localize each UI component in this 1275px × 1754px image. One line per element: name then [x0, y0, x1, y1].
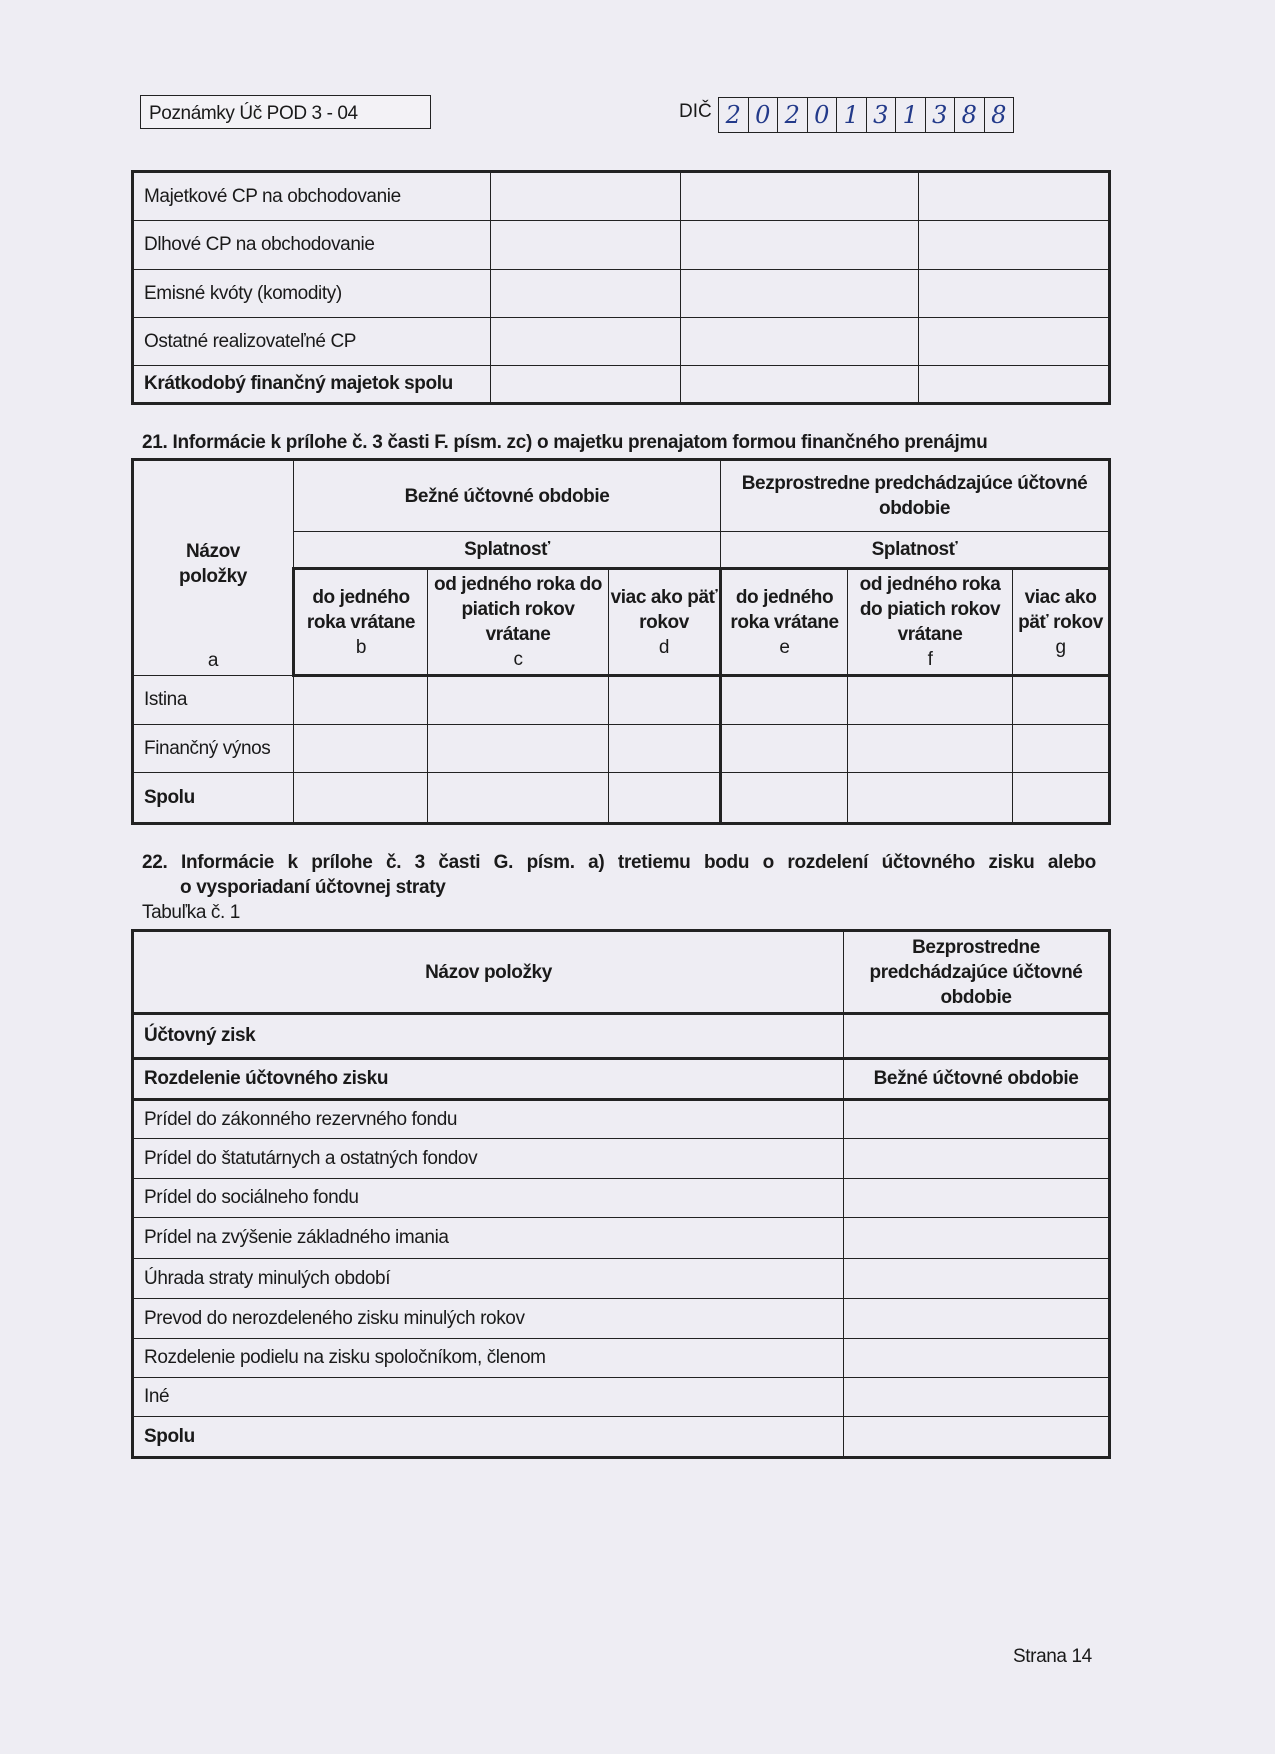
table-row [133, 221, 1110, 270]
current-period-header: Bežné účtovné obdobie [844, 1059, 1110, 1100]
table-row: Prídel na zvýšenie základného imania [133, 1218, 1110, 1259]
table-row: Prídel do štatutárnych a ostatných fondov [133, 1139, 1110, 1179]
current-period-header: Bežné účtovné obdobie [294, 460, 721, 532]
dic-digit: 0 [808, 98, 838, 132]
table-row: Prevod do nerozdeleného zisku minulých rokov [133, 1299, 1110, 1339]
table-row-total: Spolu [133, 1417, 1110, 1458]
table-row: Prídel do zákonného rezervného fondu [133, 1100, 1110, 1139]
dic-label: DIČ [679, 101, 712, 122]
row-label: Emisné kvóty (komodity) [133, 270, 491, 318]
row-label: Dlhové CP na obchodovanie [133, 221, 491, 270]
table-row: Istina [133, 676, 1110, 725]
dic-digit: 2 [778, 98, 808, 132]
dic-digit: 3 [867, 98, 897, 132]
dic-digit: 1 [896, 98, 926, 132]
maturity-header: Splatnosť [294, 532, 721, 569]
row-label: Krátkodobý finančný majetok spolu [133, 366, 491, 404]
table-row [133, 172, 1110, 221]
row-label: Majetkové CP na obchodovanie [133, 172, 491, 221]
column-header: od jedného roka do piatich rokov vrátane c [428, 569, 609, 676]
dic-digit: 1 [837, 98, 867, 132]
form-label: Poznámky Úč POD 3 - 04 [140, 95, 431, 129]
row-label: Ostatné realizovateľné CP [133, 318, 491, 366]
table-row: Rozdelenie účtovného zisku Bežné účtovné obdobie [133, 1059, 1110, 1100]
table-row-total: Spolu [133, 773, 1110, 824]
column-letter: a [207, 650, 219, 671]
previous-period-header: Bezprostredne predchádzajúce účtovné obdobie [844, 931, 1110, 1014]
page-number: Strana 14 [1013, 1646, 1092, 1667]
column-header: viac ako päť rokov g [1013, 569, 1110, 676]
column-header: do jedného roka vrátane b [294, 569, 428, 676]
dic-digit: 8 [955, 98, 985, 132]
table-row-total [133, 366, 1110, 404]
profit-distribution-table [131, 929, 1111, 1459]
section-22-title: 22. Informácie k prílohe č. 3 časti G. písm. a) tretiemu bodu o rozdelení účtovného zisku alebo [142, 852, 1096, 873]
name-header: Názov položky a [133, 460, 294, 676]
finance-lease-table [131, 458, 1111, 825]
financial-assets-table [131, 170, 1111, 405]
table-row [133, 318, 1110, 366]
table-row [133, 270, 1110, 318]
dic-digit: 2 [719, 98, 749, 132]
previous-period-header: Bezprostredne predchádzajúce účtovné obdobie [721, 460, 1110, 532]
table-label: Tabuľka č. 1 [142, 902, 240, 923]
column-header: od jedného roka do piatich rokov vrátane f [848, 569, 1013, 676]
table-row: Iné [133, 1378, 1110, 1417]
table-row: Úhrada straty minulých období [133, 1259, 1110, 1299]
table-row: Finančný výnos [133, 725, 1110, 773]
dic-digit: 3 [926, 98, 956, 132]
table-row: Prídel do sociálneho fondu [133, 1179, 1110, 1218]
table-row: Účtovný zisk [133, 1014, 1110, 1059]
section-22-title-cont: o vysporiadaní účtovnej straty [180, 877, 446, 898]
dic-digit: 0 [749, 98, 779, 132]
dic-digit: 8 [991, 101, 1007, 129]
section-21-title: 21. Informácie k prílohe č. 3 časti F. písm. zc) o majetku prenajatom formou finančného prenájmu [142, 432, 988, 453]
column-header: do jedného roka vrátane e [721, 569, 848, 676]
maturity-header: Splatnosť [721, 532, 1110, 569]
dic-field [718, 97, 1014, 133]
name-header: Názov položky [133, 931, 844, 1014]
column-header: viac ako päť rokov d [609, 569, 721, 676]
table-row: Rozdelenie podielu na zisku spoločníkom, členom [133, 1339, 1110, 1378]
